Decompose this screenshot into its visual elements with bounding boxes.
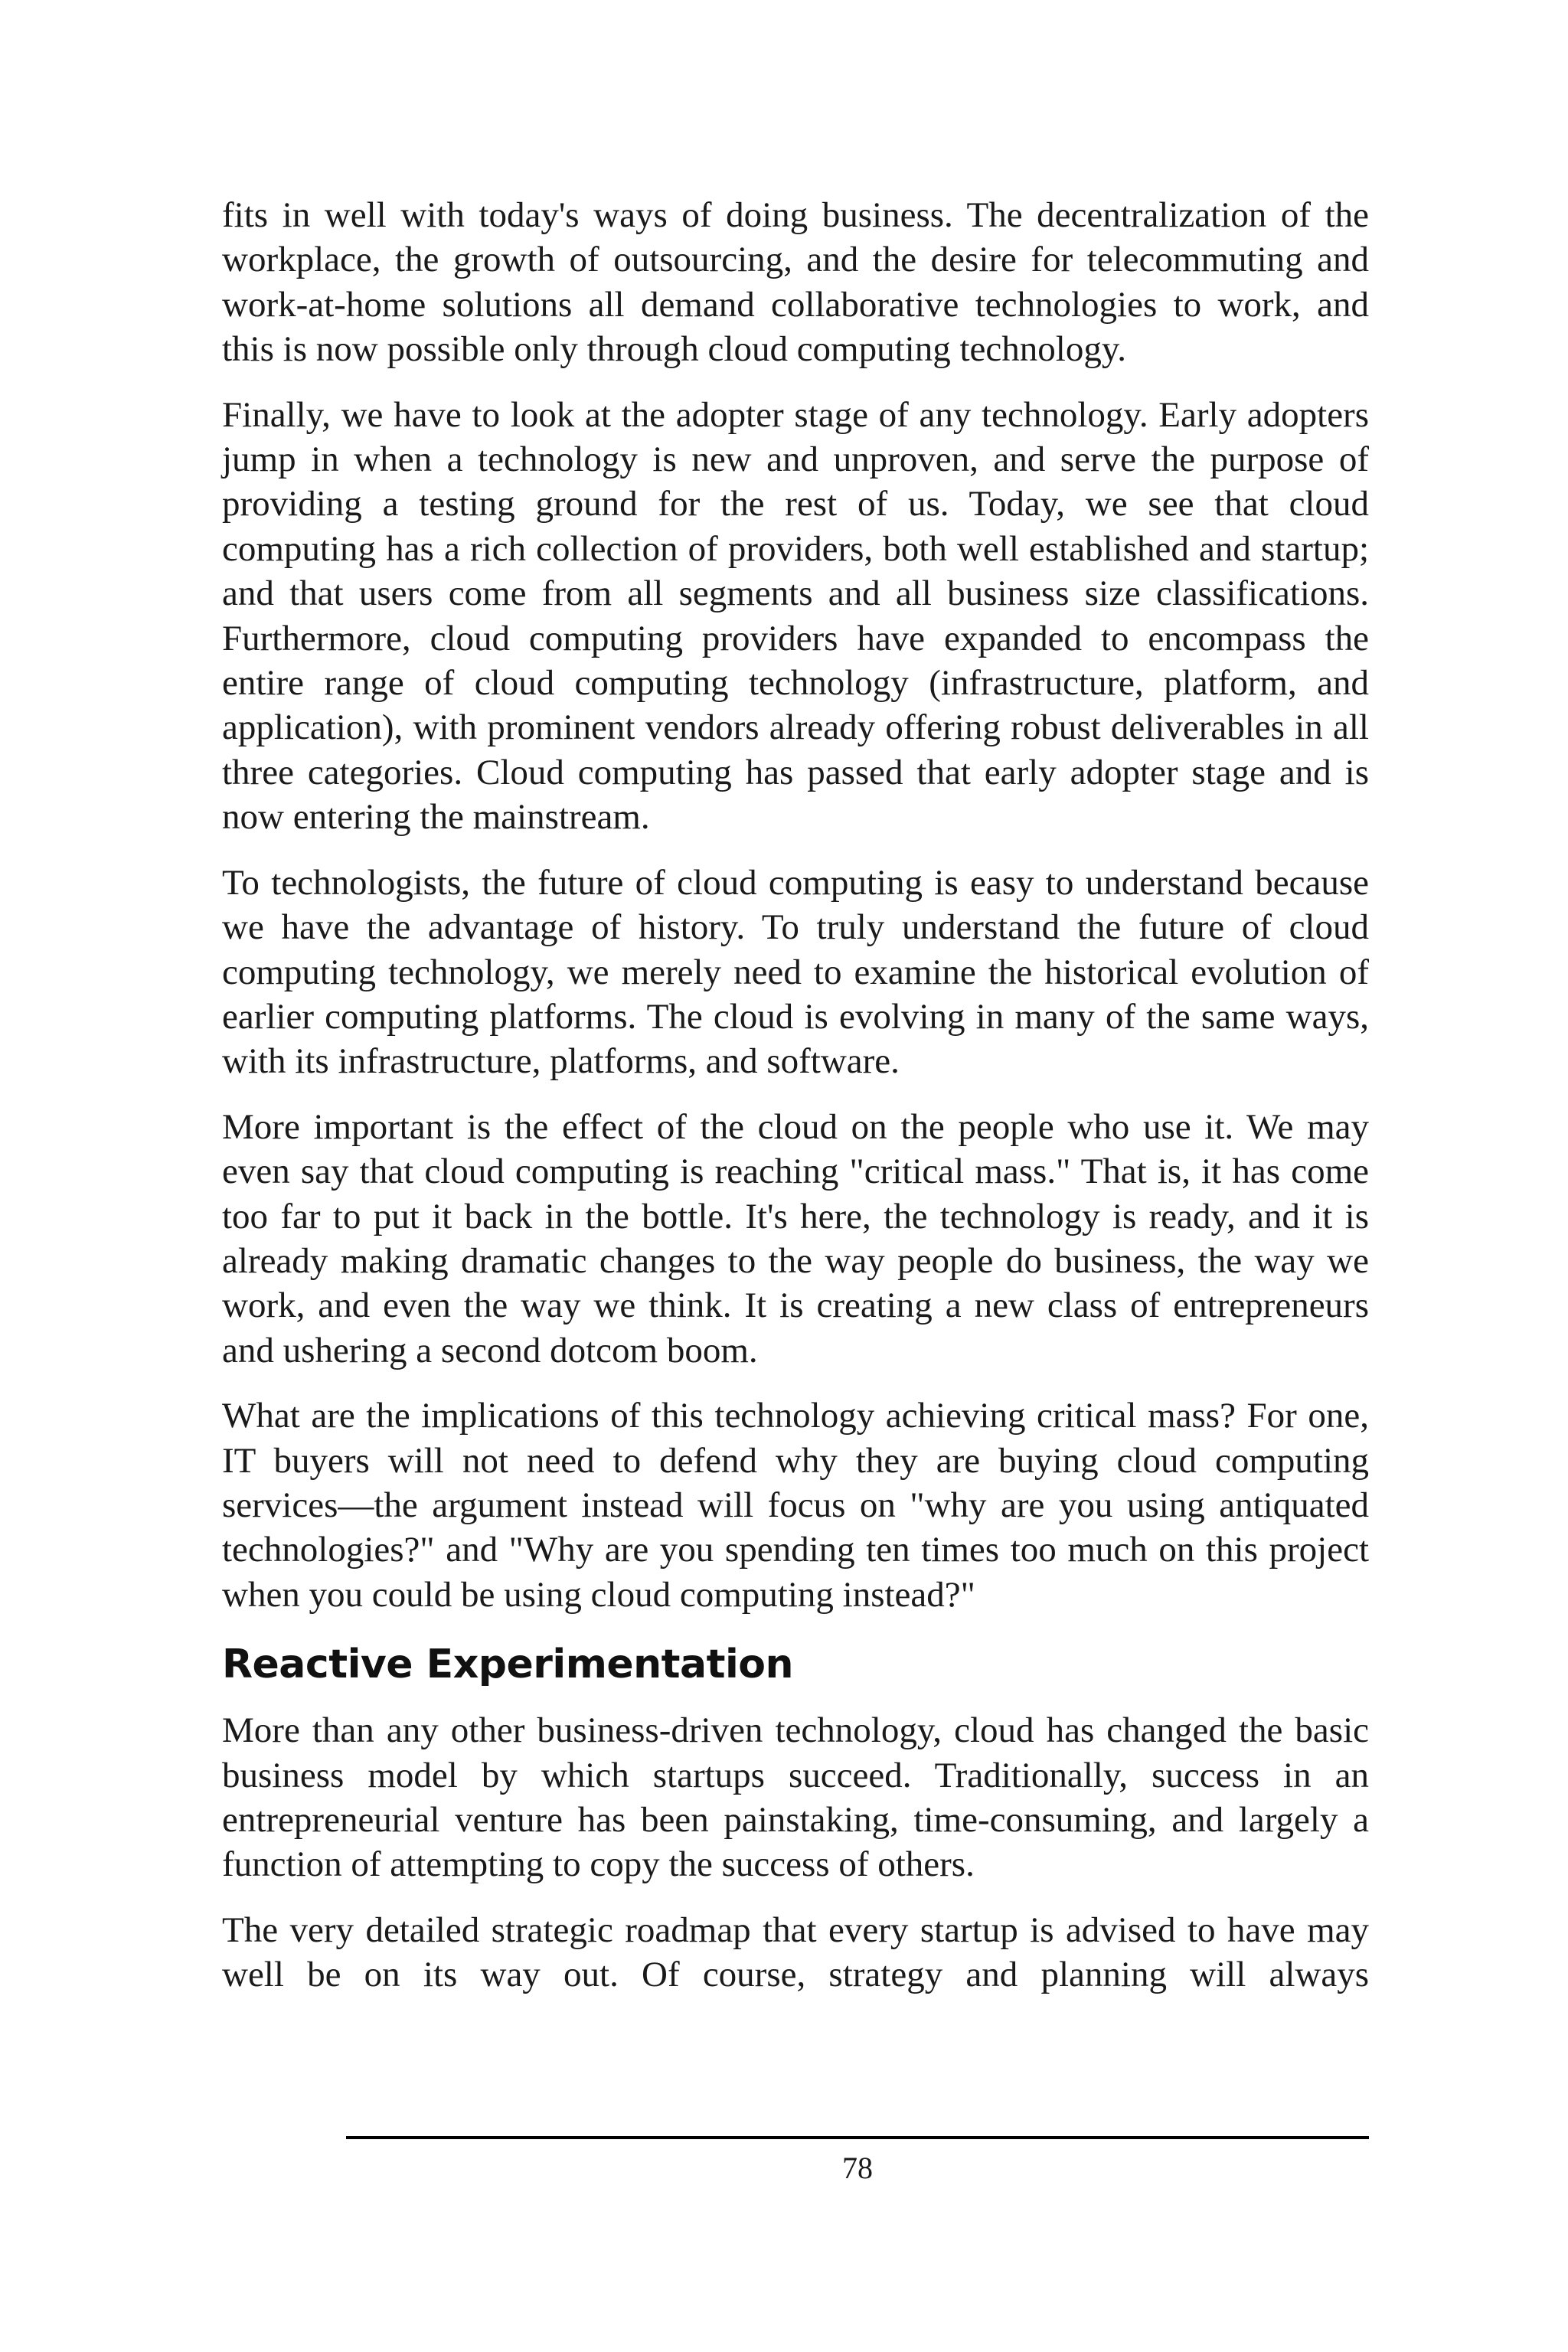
paragraph-strategic-roadmap: The very detailed strategic roadmap that every startup is advised to have may well be on its way out. Of course, strategy and planning will always [222, 1909, 1369, 1995]
paragraph-implications: What are the implications of this technology achieving critical mass? For one, IT buyers will not need to defend why they are buying cloud computing services—the argument instead will focus on "why are you using antiquated technologies?" and "Why are you spending ten times too much on this project when you could be using cloud computing instead?" [222, 1396, 1369, 1615]
section-heading: Reactive Experimentation [222, 1642, 794, 1688]
paragraph-outsourcing: fits in well with today's ways of doing business. The decentralization of the workplace, the growth of outsourcing, and the desire for telecommuting and work-at-home solutions all demand collaborative technologies to work, and this is now possible only through cloud computing technology. [222, 195, 1369, 370]
footer-rule [346, 2136, 1369, 2139]
page-number: 78 [842, 2151, 873, 2185]
paragraph-critical-mass: More important is the effect of the cloud on the people who use it. We may even say that cloud computing is reaching "critical mass." That is, it has come too far to put it back in the bottle. It's here, the technology is ready, and it is already making dramatic changes to the way people do business, the way we work, and even the way we think. It is creating a new class of entrepreneurs and ushering a second dotcom boom. [222, 1106, 1369, 1370]
paragraph-adopter-stage: Finally, we have to look at the adopter stage of any technology. Early adopters jump in when a technology is new and unproven, and serve the purpose of providing a testing ground for the rest of us. Today, we see that cloud computing has a rich collection of providers, both well established and startup; and that users come from all segments and all business size classifications. Furthermore, cloud computing providers have expanded to encompass the entire range of cloud computing technology (infrastructure, platform, and application), with prominent vendors already offering robust deliverables in all three categories. Cloud computing has passed that early adopter stage and is now entering the mainstream. [222, 394, 1369, 838]
paragraph-technologists: To technologists, the future of cloud computing is easy to understand because we have the advantage of history. To truly understand the future of cloud computing technology, we merely need to examine the historical evolution of earlier computing platforms. The cloud is evolving in many of the same ways, with its infrastructure, platforms, and software. [222, 862, 1369, 1082]
page-body [222, 193, 1369, 2018]
paragraph-business-model: More than any other business-driven technology, cloud has changed the basic business model by which startups succeed. Traditionally, success in an entrepreneurial venture has been painstaking, time-consuming, and largely a function of attempting to copy the success of others. [222, 1710, 1369, 1885]
